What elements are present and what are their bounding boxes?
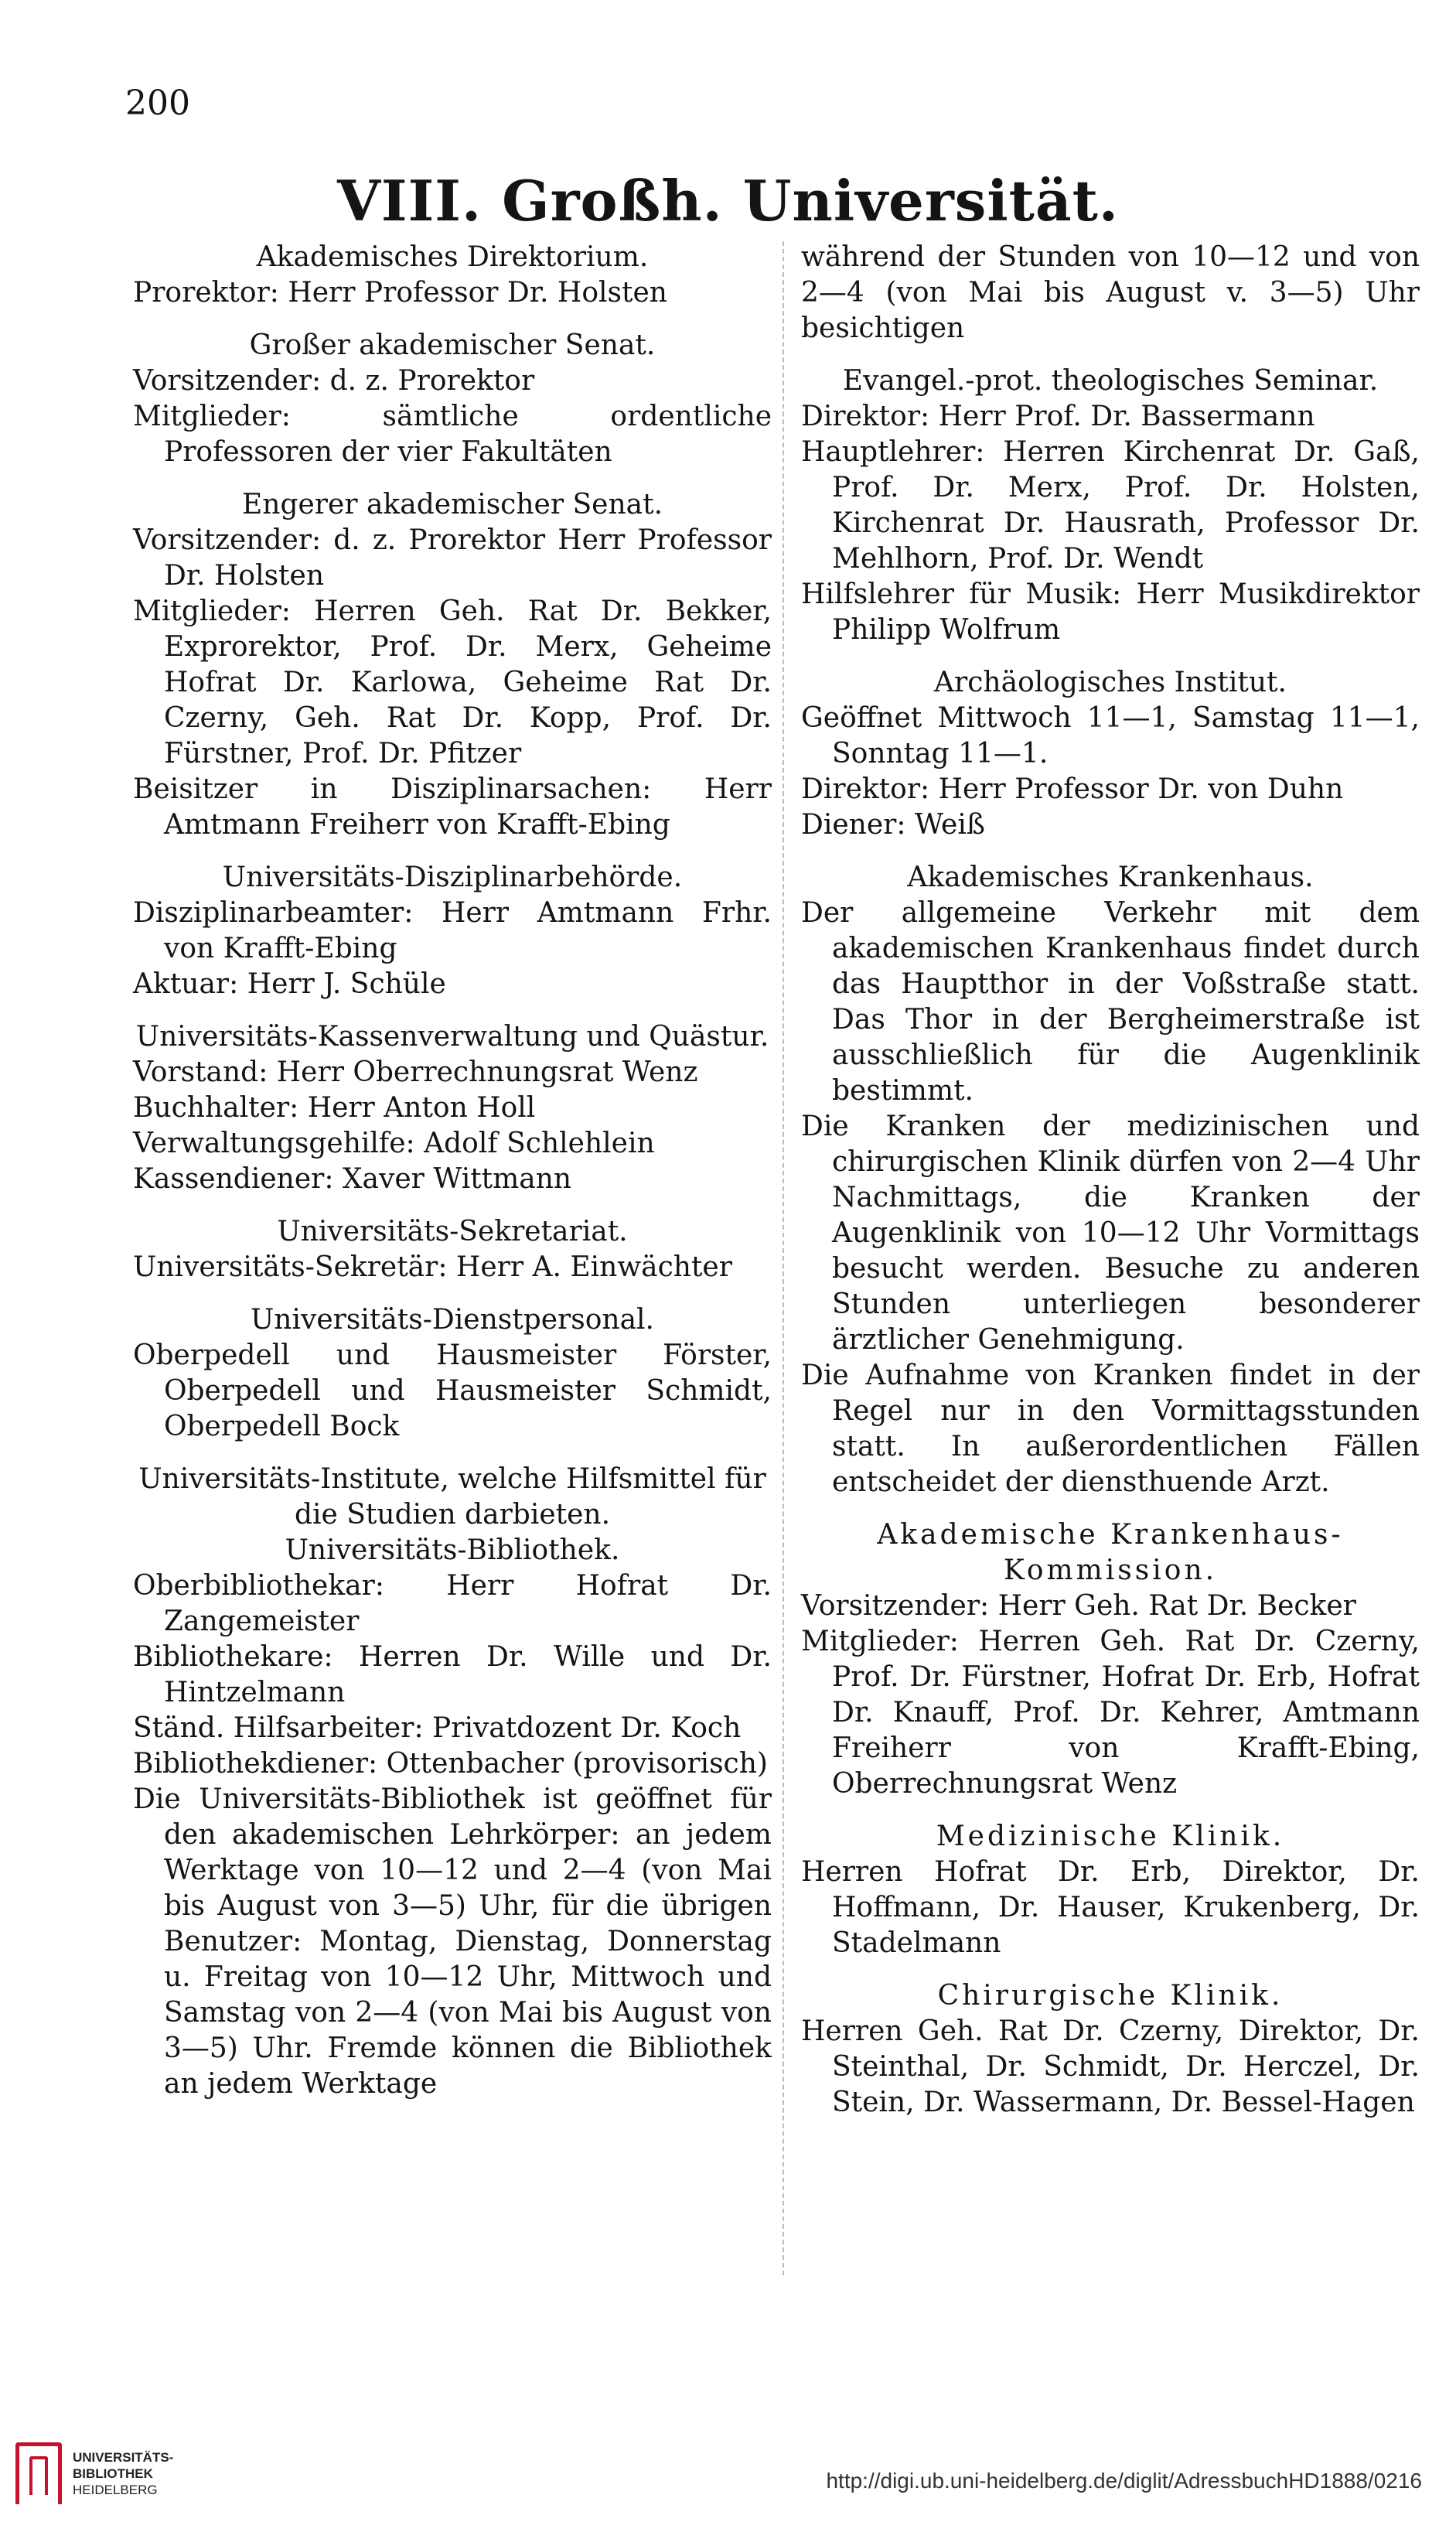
entry-text: Mitglieder: Herren Geh. Rat Dr. Czerny, Prof. Dr. Fürstner, Hofrat Dr. Erb, Hofrat Dr. Knauff, Prof. Dr. Kehrer, Amtmann Freiherr von Krafft-Ebing, Oberrechnungsrat Wenz <box>801 1626 1420 1800</box>
logo-line-1: UNIVERSITÄTS- <box>73 2449 174 2465</box>
logo-line-2: BIBLIOTHEK <box>73 2466 153 2481</box>
library-logo <box>15 2442 173 2504</box>
entry-text: Direktor: Herr Prof. Dr. Bassermann <box>801 401 1315 432</box>
entry-text: Herren Geh. Rat Dr. Czerny, Direktor, Dr. Steinthal, Dr. Schmidt, Dr. Herczel, Dr. Stein, Dr. Wassermann, Dr. Bessel-Hagen <box>801 2015 1420 2118</box>
section-heading: Chirurgische Klinik. <box>937 1980 1284 2012</box>
section-heading: Evangel.-prot. theologisches Seminar. <box>842 365 1379 397</box>
spacer <box>133 1285 772 1302</box>
library-logo-icon <box>15 2442 62 2504</box>
entry-text: Kassendiener: Xaver Wittmann <box>133 1163 572 1195</box>
spacer <box>133 470 772 487</box>
entry-text: Vorsitzender: d. z. Prorektor <box>133 365 535 397</box>
entry-text: Mitglieder: sämtliche ordentliche Professoren der vier Fakultäten <box>133 401 772 468</box>
section-heading: Universitäts-Sekretariat. <box>277 1216 628 1247</box>
entry-text: Beisitzer in Disziplinarsachen: Herr Amtmann Freiherr von Krafft-Ebing <box>133 773 772 841</box>
entry-text: Oberpedell und Hausmeister Förster, Oberpedell und Hausmeister Schmidt, Oberpedell Bock <box>133 1339 772 1442</box>
spacer <box>801 1802 1420 1819</box>
section-heading: Universitäts-Bibliothek. <box>285 1534 620 1566</box>
entry-text: Die Kranken der medizinischen und chirurgischen Klinik dürfen von 2—4 Uhr Nachmittags, die Kranken der Augenklinik von 10—12 Uhr Vormittags besucht werden. Besuche zu anderen Stunden unterliegen besonderer ärztlicher Genehmigung. <box>801 1111 1420 1356</box>
spacer <box>133 1197 772 1214</box>
entry-text: Hauptlehrer: Herren Kirchenrat Dr. Gaß, Prof. Dr. Merx, Prof. Dr. Holsten, Kirchenrat Dr. Hausrath, Professor Dr. Mehlhorn, Prof. Dr. Wendt <box>801 436 1420 575</box>
section-heading: Medizinische Klinik. <box>936 1821 1285 1852</box>
entry-text: Vorstand: Herr Oberrechnungsrat Wenz <box>133 1056 698 1088</box>
entry-text: Der allgemeine Verkehr mit dem akademischen Krankenhaus findet durch das Hauptthor in der Voßstraße statt. Das Thor in der Bergheimerstraße ist ausschließlich für die Augenklinik bestimmt. <box>801 897 1420 1107</box>
section-heading: Archäologisches Institut. <box>934 667 1287 698</box>
entry-text: Vorsitzender: d. z. Prorektor Herr Professor Dr. Holsten <box>133 524 772 592</box>
entry-text: Vorsitzender: Herr Geh. Rat Dr. Becker <box>801 1590 1356 1622</box>
section-heading: Akademisches Krankenhaus. <box>907 862 1314 893</box>
section-heading: Universitäts-Kassenverwaltung und Quästur. <box>135 1021 769 1053</box>
entry-text: Herren Hofrat Dr. Erb, Direktor, Dr. Hoffmann, Dr. Hauser, Krukenberg, Dr. Stadelmann <box>801 1856 1420 1959</box>
left-column <box>133 240 772 2102</box>
section-intro: Universitäts-Institute, welche Hilfsmittel für die Studien darbieten. <box>138 1463 766 1531</box>
right-column <box>801 240 1420 2121</box>
spacer <box>801 843 1420 860</box>
spacer <box>133 843 772 860</box>
entry-text: Geöffnet Mittwoch 11—1, Samstag 11—1, Sonntag 11—1. <box>801 702 1420 770</box>
spacer <box>801 1500 1420 1517</box>
section-heading: Engerer akademischer Senat. <box>241 489 663 520</box>
entry-text: Aktuar: Herr J. Schüle <box>133 968 446 1000</box>
entry-text: Prorektor: Herr Professor Dr. Holsten <box>133 277 667 309</box>
page-number: 200 <box>125 84 190 123</box>
section-heading: Akademische Krankenhaus-Kommission. <box>877 1519 1344 1586</box>
entry-text: Verwaltungsgehilfe: Adolf Schlehlein <box>133 1128 655 1159</box>
continued-text: während der Stunden von 10—12 und von 2—4 (von Mai bis August v. 3—5) Uhr besichtigen <box>801 241 1420 344</box>
section-heading: Universitäts-Dienstpersonal. <box>250 1304 655 1336</box>
entry-text: Universitäts-Sekretär: Herr A. Einwächter <box>133 1251 732 1283</box>
entry-text: Hilfslehrer für Musik: Herr Musikdirektor Philipp Wolfrum <box>801 578 1420 646</box>
footer <box>0 2436 1456 2522</box>
entry-text: Diener: Weiß <box>801 809 985 841</box>
section-heading: Großer akademischer Senat. <box>249 329 656 361</box>
entry-text: Direktor: Herr Professor Dr. von Duhn <box>801 773 1344 805</box>
logo-line-3: HEIDELBERG <box>73 2482 158 2497</box>
entry-text: Bibliothekdiener: Ottenbacher (provisorisch) <box>133 1748 768 1780</box>
entry-text: Die Universitäts-Bibliothek ist geöffnet für den akademischen Lehrkörper: an jedem Werktage von 10—12 und 2—4 (von Mai bis August von 3—5) Uhr, für die übrigen Benutzer: Montag, Dienstag, Donnerstag u. Freitag von 10—12 Uhr, Mittwoch und Samstag von 2—4 (von Mai bis August von 3—5) Uhr. Fremde können die Bibliothek an jedem Werktage <box>133 1783 772 2100</box>
entry-text: Ständ. Hilfsarbeiter: Privatdozent Dr. Koch <box>133 1712 742 1744</box>
entry-text: Buchhalter: Herr Anton Holl <box>133 1092 536 1124</box>
spacer <box>133 1445 772 1462</box>
spacer <box>133 1002 772 1019</box>
entry-text: Oberbibliothekar: Herr Hofrat Dr. Zangemeister <box>133 1570 772 1637</box>
spacer <box>133 311 772 328</box>
section-heading: Akademisches Direktorium. <box>256 241 649 273</box>
column-divider <box>783 241 784 2275</box>
entry-text: Bibliothekare: Herren Dr. Wille und Dr. Hintzelmann <box>133 1641 772 1708</box>
page-title: VIII. Großh. Universität. <box>337 168 1119 234</box>
entry-text: Die Aufnahme von Kranken findet in der Regel nur in den Vormittagsstunden statt. In außerordentlichen Fällen entscheidet der diensthuende Arzt. <box>801 1360 1420 1498</box>
section-heading: Universitäts-Disziplinarbehörde. <box>222 862 683 893</box>
entry-text: Disziplinarbeamter: Herr Amtmann Frhr. von Krafft-Ebing <box>133 897 772 964</box>
spacer <box>801 346 1420 363</box>
spacer <box>801 1961 1420 1978</box>
entry-text: Mitglieder: Herren Geh. Rat Dr. Bekker, Exprorektor, Prof. Dr. Merx, Geheime Hofrat Dr. Karlowa, Geheime Rat Dr. Czerny, Geh. Rat Dr. Kopp, Prof. Dr. Fürstner, Prof. Dr. Pfitzer <box>133 596 772 770</box>
source-url-link[interactable]: http://digi.ub.uni-heidelberg.de/diglit/AdressbuchHD1888/0216 <box>826 2469 1422 2493</box>
spacer <box>801 648 1420 665</box>
